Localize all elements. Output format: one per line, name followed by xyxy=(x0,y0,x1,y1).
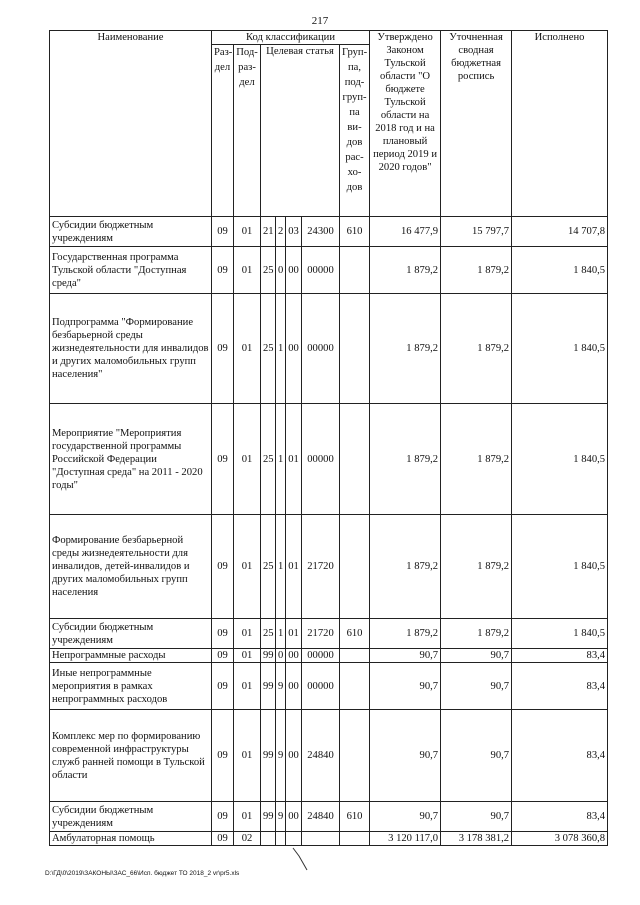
row-name: Субсидии бюджетным учреждениям xyxy=(50,217,212,247)
pen-mark xyxy=(288,846,314,872)
row-executed: 1 840,5 xyxy=(512,247,608,294)
row-target-event xyxy=(286,832,302,846)
row-approved: 1 879,2 xyxy=(370,515,441,619)
row-target-direction: 24840 xyxy=(302,802,340,832)
row-target-subprogram: 0 xyxy=(276,649,286,663)
row-target-subprogram: 1 xyxy=(276,619,286,649)
header-podrazdel: Под- раз- дел xyxy=(234,45,261,217)
row-target-direction: 00000 xyxy=(302,294,340,404)
row-vid xyxy=(340,294,370,404)
row-target-subprogram: 1 xyxy=(276,294,286,404)
row-approved: 16 477,9 xyxy=(370,217,441,247)
row-target-direction: 00000 xyxy=(302,247,340,294)
row-target-program xyxy=(261,832,276,846)
row-vid: 610 xyxy=(340,802,370,832)
header-code-group: Код классификации xyxy=(212,31,370,45)
row-executed: 83,4 xyxy=(512,710,608,802)
row-target-program: 99 xyxy=(261,663,276,710)
row-revised: 1 879,2 xyxy=(441,619,512,649)
row-target-event: 01 xyxy=(286,515,302,619)
row-target-direction xyxy=(302,832,340,846)
row-revised: 1 879,2 xyxy=(441,247,512,294)
row-revised: 1 879,2 xyxy=(441,404,512,515)
row-razdel: 09 xyxy=(212,663,234,710)
row-razdel: 09 xyxy=(212,832,234,846)
row-approved: 1 879,2 xyxy=(370,619,441,649)
row-podrazdel: 01 xyxy=(234,802,261,832)
table-row xyxy=(50,649,608,663)
row-name: Амбулаторная помощь xyxy=(50,832,212,846)
header-target: Целевая статья xyxy=(261,45,340,217)
row-vid xyxy=(340,649,370,663)
row-podrazdel: 01 xyxy=(234,619,261,649)
row-target-direction: 00000 xyxy=(302,649,340,663)
row-name: Субсидии бюджетным учреждениям xyxy=(50,619,212,649)
row-podrazdel: 01 xyxy=(234,663,261,710)
row-razdel: 09 xyxy=(212,515,234,619)
page-number: 217 xyxy=(311,15,329,27)
row-name: Комплекс мер по формированию современной инфраструктуры служб ранней помощи в Тульской области xyxy=(50,710,212,802)
row-target-event: 01 xyxy=(286,404,302,515)
row-target-direction: 00000 xyxy=(302,404,340,515)
row-razdel: 09 xyxy=(212,294,234,404)
row-target-program: 99 xyxy=(261,710,276,802)
row-target-subprogram: 9 xyxy=(276,663,286,710)
header-revised: Уточненная сводная бюджетная роспись xyxy=(441,31,512,217)
row-razdel: 09 xyxy=(212,247,234,294)
row-target-program: 25 xyxy=(261,515,276,619)
row-approved: 90,7 xyxy=(370,802,441,832)
row-name: Субсидии бюджетным учреждениям xyxy=(50,802,212,832)
row-vid xyxy=(340,832,370,846)
row-razdel: 09 xyxy=(212,619,234,649)
row-target-program: 25 xyxy=(261,619,276,649)
row-target-subprogram xyxy=(276,832,286,846)
row-razdel: 09 xyxy=(212,802,234,832)
row-approved: 1 879,2 xyxy=(370,404,441,515)
header-vid: Груп- па, под- груп- па ви- дов рас- хо- дов xyxy=(340,45,370,217)
row-vid xyxy=(340,404,370,515)
row-revised: 90,7 xyxy=(441,802,512,832)
row-target-event: 03 xyxy=(286,217,302,247)
row-name: Непрограммные расходы xyxy=(50,649,212,663)
row-target-event: 00 xyxy=(286,649,302,663)
row-razdel: 09 xyxy=(212,649,234,663)
row-executed: 1 840,5 xyxy=(512,404,608,515)
header-executed: Исполнено xyxy=(512,31,608,217)
row-name: Формирование безбарьерной среды жизнедеятельности для инвалидов, детей-инвалидов и других маломобильных групп населения xyxy=(50,515,212,619)
budget-table xyxy=(49,30,608,846)
row-target-program: 21 xyxy=(261,217,276,247)
row-target-event: 00 xyxy=(286,294,302,404)
row-podrazdel: 01 xyxy=(234,294,261,404)
header-approved: Утверждено Законом Тульской области "О бюджете Тульской области на 2018 год и на плановый период 2019 и 2020 годов" xyxy=(370,31,441,217)
row-name: Мероприятие "Мероприятия государственной программы Российской Федерации "Доступная среда" на 2011 - 2020 годы" xyxy=(50,404,212,515)
row-executed: 1 840,5 xyxy=(512,294,608,404)
row-approved: 90,7 xyxy=(370,663,441,710)
row-podrazdel: 01 xyxy=(234,515,261,619)
row-vid xyxy=(340,515,370,619)
row-executed: 14 707,8 xyxy=(512,217,608,247)
row-vid: 610 xyxy=(340,619,370,649)
row-executed: 3 078 360,8 xyxy=(512,832,608,846)
row-approved: 90,7 xyxy=(370,710,441,802)
row-podrazdel: 01 xyxy=(234,217,261,247)
row-razdel: 09 xyxy=(212,710,234,802)
row-target-direction: 24840 xyxy=(302,710,340,802)
row-revised: 1 879,2 xyxy=(441,294,512,404)
table-row xyxy=(50,404,608,515)
row-executed: 83,4 xyxy=(512,649,608,663)
row-target-subprogram: 2 xyxy=(276,217,286,247)
row-revised: 15 797,7 xyxy=(441,217,512,247)
row-vid: 610 xyxy=(340,217,370,247)
row-razdel: 09 xyxy=(212,404,234,515)
row-target-program: 25 xyxy=(261,294,276,404)
row-approved: 90,7 xyxy=(370,649,441,663)
row-revised: 1 879,2 xyxy=(441,515,512,619)
row-approved: 1 879,2 xyxy=(370,294,441,404)
row-vid xyxy=(340,663,370,710)
row-target-subprogram: 1 xyxy=(276,404,286,515)
table-row xyxy=(50,832,608,846)
row-target-event: 00 xyxy=(286,710,302,802)
table-row xyxy=(50,619,608,649)
row-target-direction: 21720 xyxy=(302,619,340,649)
row-revised: 90,7 xyxy=(441,649,512,663)
table-row xyxy=(50,247,608,294)
row-podrazdel: 01 xyxy=(234,247,261,294)
row-target-subprogram: 9 xyxy=(276,710,286,802)
row-target-direction: 21720 xyxy=(302,515,340,619)
row-vid xyxy=(340,710,370,802)
row-approved: 3 120 117,0 xyxy=(370,832,441,846)
row-executed: 1 840,5 xyxy=(512,619,608,649)
row-name: Иные непрограммные мероприятия в рамках непрограммных расходов xyxy=(50,663,212,710)
header-name: Наименование xyxy=(50,31,212,217)
header-razdel: Раз- дел xyxy=(212,45,234,217)
table-row xyxy=(50,663,608,710)
row-podrazdel: 02 xyxy=(234,832,261,846)
table-row xyxy=(50,515,608,619)
row-target-event: 00 xyxy=(286,802,302,832)
row-vid xyxy=(340,247,370,294)
row-executed: 83,4 xyxy=(512,663,608,710)
row-revised: 3 178 381,2 xyxy=(441,832,512,846)
row-podrazdel: 01 xyxy=(234,710,261,802)
table-row xyxy=(50,802,608,832)
row-target-direction: 00000 xyxy=(302,663,340,710)
row-target-event: 00 xyxy=(286,663,302,710)
row-target-event: 00 xyxy=(286,247,302,294)
row-target-subprogram: 1 xyxy=(276,515,286,619)
row-podrazdel: 01 xyxy=(234,649,261,663)
row-revised: 90,7 xyxy=(441,710,512,802)
row-podrazdel: 01 xyxy=(234,404,261,515)
row-approved: 1 879,2 xyxy=(370,247,441,294)
table-row xyxy=(50,710,608,802)
row-target-subprogram: 0 xyxy=(276,247,286,294)
row-target-program: 25 xyxy=(261,247,276,294)
row-executed: 83,4 xyxy=(512,802,608,832)
row-revised: 90,7 xyxy=(441,663,512,710)
table-row xyxy=(50,294,608,404)
row-executed: 1 840,5 xyxy=(512,515,608,619)
row-name: Государственная программа Тульской области "Доступная среда" xyxy=(50,247,212,294)
row-name: Подпрограмма "Формирование безбарьерной среды жизнедеятельности для инвалидов и других маломобильных групп населения" xyxy=(50,294,212,404)
row-target-event: 01 xyxy=(286,619,302,649)
row-target-direction: 24300 xyxy=(302,217,340,247)
row-target-program: 99 xyxy=(261,802,276,832)
row-razdel: 09 xyxy=(212,217,234,247)
table-row xyxy=(50,217,608,247)
file-path-footer: D:\ГД\0\2019\ЗАКОНЫ\ЗАС_66\Исп. бюджет ТО 2018_2 vr\pr5.xls xyxy=(45,870,240,877)
row-target-program: 99 xyxy=(261,649,276,663)
row-target-subprogram: 9 xyxy=(276,802,286,832)
row-target-program: 25 xyxy=(261,404,276,515)
